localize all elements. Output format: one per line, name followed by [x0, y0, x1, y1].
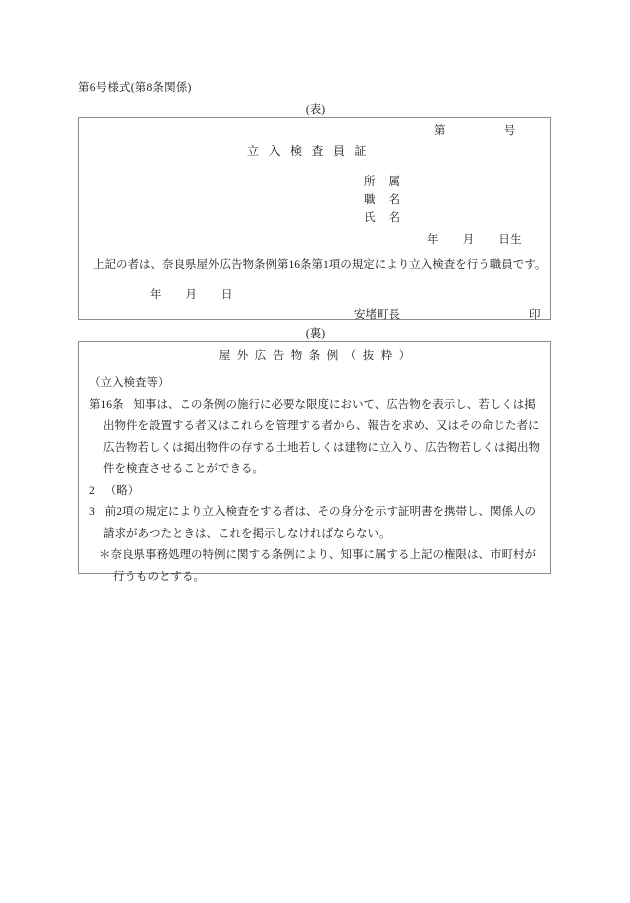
issue-year-label: 年 — [150, 289, 162, 301]
certificate-number-prefix: 第 — [434, 125, 446, 137]
form-number-heading: 第6号様式(第8条関係) — [78, 82, 192, 94]
birth-date-line — [427, 231, 522, 247]
ordinance-excerpt-body — [89, 373, 544, 588]
certificate-number-line — [434, 122, 515, 138]
certificate-front-box — [78, 117, 551, 320]
field-job-title: 職 名 — [364, 194, 400, 206]
issue-day-label: 日 — [221, 289, 233, 301]
ordinance-title: 屋外広告物条例（抜粋） — [218, 350, 417, 362]
clause-marker-16: 第16条 — [89, 398, 124, 411]
back-side-label: (裏) — [305, 328, 326, 340]
holder-field-list — [364, 173, 400, 227]
issue-date-line — [150, 286, 233, 302]
ordinance-section-heading: （立入検査等） — [89, 377, 170, 389]
clause-marker-3: 3 — [89, 506, 95, 518]
field-affiliation: 所 属 — [364, 176, 400, 188]
ordinance-clause-2 — [89, 481, 544, 503]
birth-year-label: 年 — [427, 234, 439, 246]
issue-month-label: 月 — [185, 289, 197, 301]
clause-text-3: 前2項の規定により立入検査をする者は、その身分を示す証明書を携帯し、関係人の請求があつたときは、これを掲示しなければならない。 — [103, 506, 536, 540]
certificate-statement: 上記の者は、奈良県屋外広告物条例第16条第1項の規定により立入検査を行う職員です。 — [93, 259, 547, 271]
ordinance-clause-3 — [89, 502, 544, 545]
field-name: 氏 名 — [364, 212, 400, 224]
certificate-back-box — [78, 341, 551, 583]
clause-marker-2: 2 — [89, 484, 95, 497]
front-side-label: (表) — [305, 104, 326, 116]
clause-text-16: 知事は、この条例の施行に必要な限度において、広告物を表示し、若しくは掲出物件を設置する者又はこれらを管理する者から、報告を求め、又はその命じた者に広告物若しくは掲出物件の存する土地若しくは建物に立入り、広告物若しくは掲出物件を検査させることができる。 — [103, 398, 540, 475]
certificate-title: 立入検査員証 — [247, 144, 377, 158]
certificate-number-suffix: 号 — [503, 125, 516, 137]
clause-text-2: （略） — [104, 484, 140, 497]
issuer-name: 安堵町長 — [354, 309, 400, 321]
birth-month-label: 月 — [462, 234, 475, 246]
seal-mark: 印 — [529, 309, 541, 321]
ordinance-clause-16 — [89, 395, 544, 481]
ordinance-delegation-note: ＊奈良県事務処理の特例に関する条例により、知事に属する上記の権限は、市町村が行うものとする。 — [99, 549, 536, 583]
birth-day-label: 日生 — [498, 234, 522, 246]
